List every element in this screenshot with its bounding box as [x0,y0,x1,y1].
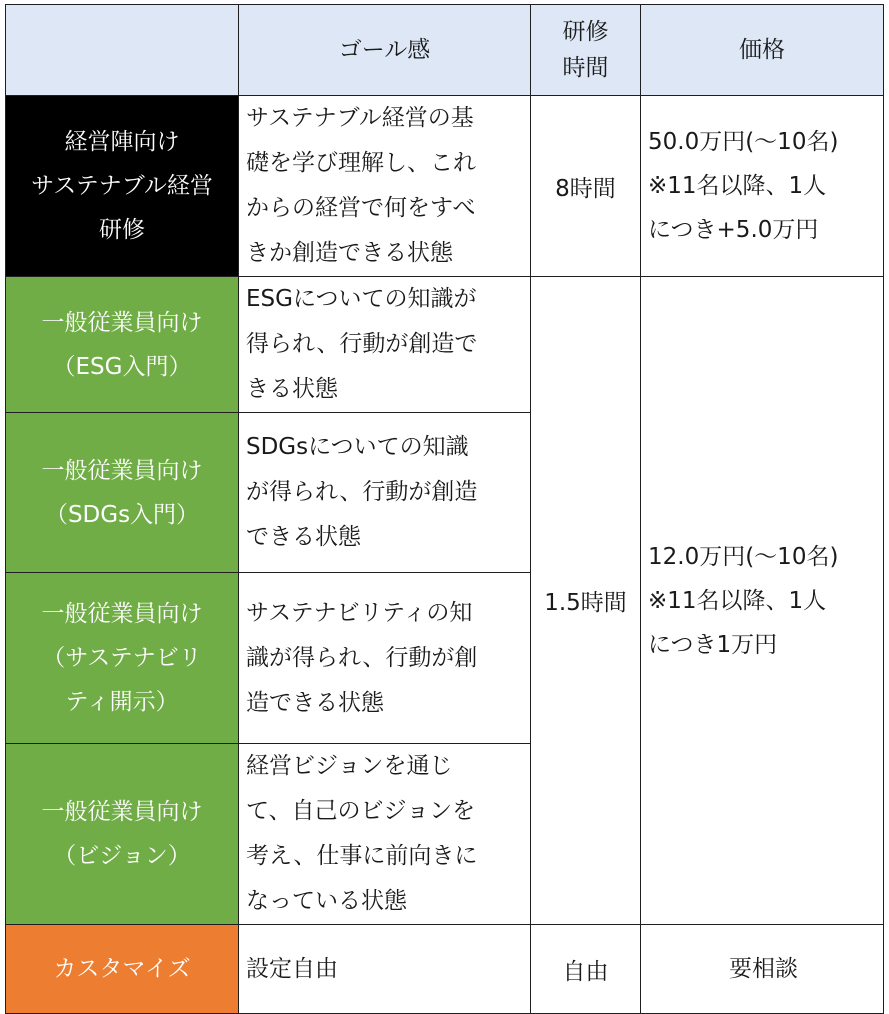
category-line: 研修 [99,217,145,243]
category-sustainability [6,573,239,744]
goal-executive [239,96,531,277]
category-vision [6,744,239,925]
price-general [641,277,884,925]
category-line: 一般従業員向け [41,457,203,484]
category-line: カスタマイズ [53,956,191,982]
hours-custom: 自由 [531,925,641,1014]
header-row [6,5,884,96]
goal-line: 経営ビジョンを通じ [246,753,453,779]
category-line: 一般従業員向け [41,799,203,825]
goal-line: からの経営で何をすべ [246,195,476,221]
goal-line: が得られ、行動が創造 [246,479,478,505]
category-line: 一般従業員向け [41,601,203,627]
goal-line: て、自己のビジョンを [246,798,476,824]
category-line: サステナブル経営 [31,173,213,199]
goal-line: 考え、仕事に前向きに [246,843,478,869]
goal-line: 造できる状態 [246,689,384,716]
price-executive [641,96,884,277]
category-line: （ビジョン） [53,843,191,869]
category-line: 経営陣向け [64,129,180,155]
goal-line: サステナビリティの知 [246,599,473,626]
price-line: 要相談 [729,956,798,982]
table-row-esg [6,277,884,413]
table-row-custom [6,925,884,1014]
header-hours [531,5,641,96]
price-line: につき1万円 [648,631,778,658]
goal-line: 礎を学び理解し、これ [246,150,476,176]
training-price-table [5,4,884,1014]
header-blank-cell [6,5,239,96]
hours-executive: 8時間 [531,96,641,277]
category-line: （SDGs入門） [44,501,200,528]
price-line: ※11名以降、1人 [648,173,827,199]
category-executive [6,96,239,277]
price-custom [641,925,884,1014]
goal-sustainability [239,573,531,744]
category-custom [6,925,239,1014]
price-line: 12.0万円(～10名) [648,543,839,570]
goal-line: きる状態 [246,376,338,402]
header-hours-line: 研修 [562,19,609,45]
goal-sdgs [239,413,531,573]
goal-line: 識が得られ、行動が創 [246,644,478,671]
goal-line: なっている状態 [246,888,407,914]
goal-line: 設定自由 [246,955,338,982]
header-hours-line: 時間 [562,55,609,81]
hours-general: 1.5時間 [531,277,641,925]
goal-vision [239,744,531,925]
goal-line: きか創造できる状態 [246,240,453,266]
category-line: （サステナビリ [42,645,202,671]
category-esg [6,277,239,413]
goal-esg [239,277,531,413]
price-line: 50.0万円(～10名) [648,129,839,155]
goal-line: 得られ、行動が創造で [246,331,478,357]
header-price: 価格 [641,5,884,96]
price-line: につき+5.0万円 [648,217,819,243]
price-line: ※11名以降、1人 [648,587,827,614]
table-row-executive [6,96,884,277]
goal-line: できる状態 [246,524,361,550]
goal-line: ESGについての知識が [246,286,477,312]
category-line: （ESG入門） [52,353,192,380]
header-goal: ゴール感 [239,5,531,96]
category-line: 一般従業員向け [41,309,203,336]
goal-custom [239,925,531,1014]
category-sdgs [6,413,239,573]
goal-line: サステナブル経営の基 [246,105,474,131]
category-line: ティ開示） [65,689,179,715]
goal-line: SDGsについての知識 [246,434,469,460]
